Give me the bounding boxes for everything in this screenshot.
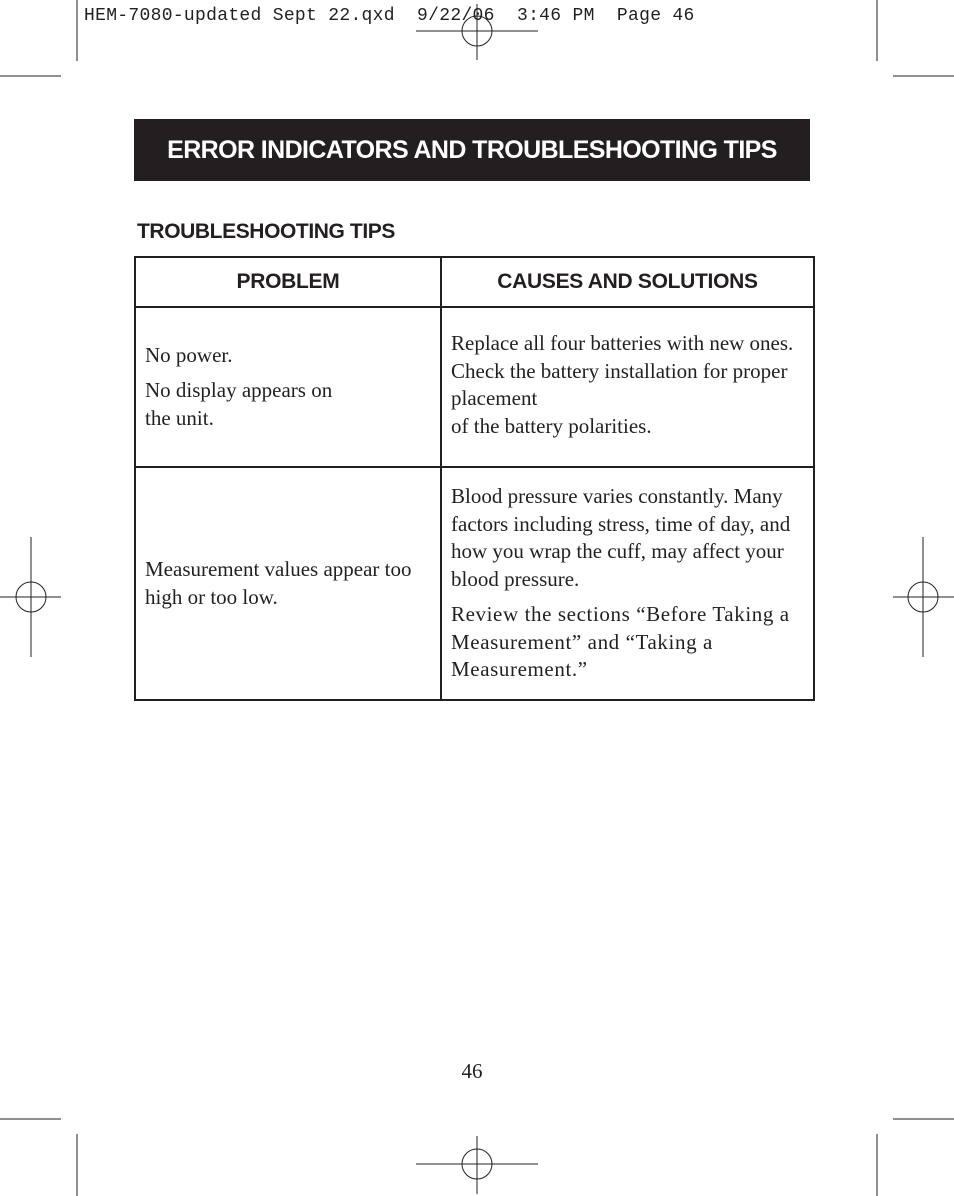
problem-column-header: PROBLEM: [135, 257, 441, 307]
solution-cell: [441, 307, 814, 467]
table-row: [135, 307, 814, 467]
causes-column-header: CAUSES AND SOLUTIONS: [441, 257, 814, 307]
registration-target-bottom: [416, 1136, 538, 1194]
problem-text: Measurement values appear too high or too low.: [145, 557, 412, 609]
solution-text: Blood pressure varies constantly. Many factors including stress, time of day, and how you wrap the cuff, may affect your blood pressure.: [451, 484, 791, 591]
troubleshooting-table: [134, 256, 815, 701]
table-row: [135, 467, 814, 700]
problem-text: [145, 377, 432, 432]
problem-cell: [135, 467, 441, 700]
section-banner: [134, 119, 810, 181]
problem-cell: [135, 307, 441, 467]
section-title: TROUBLESHOOTING TIPS: [137, 220, 396, 243]
registration-target-top: [416, 4, 538, 60]
problem-text-line: No display appears on: [145, 378, 333, 403]
solution-cell: [441, 467, 814, 700]
registration-target-right: [893, 537, 954, 657]
banner-title: ERROR INDICATORS AND TROUBLESHOOTING TIPS: [167, 135, 777, 164]
solution-text: Review the sections “Before Taking a Measurement” and “Taking a Measurement.”: [451, 602, 790, 682]
page-number: 46: [461, 1059, 483, 1083]
problem-text: No power.: [145, 342, 233, 367]
slug-line: HEM-7080-updated Sept 22.qxd 9/22/06 3:46 PM Page 46: [84, 6, 695, 26]
solution-text: Replace all four batteries with new ones. Check the battery installation for proper placement of the battery polarities.: [451, 331, 794, 438]
problem-text-line: the unit.: [145, 405, 214, 430]
registration-target-left: [0, 537, 61, 657]
table-header-row: [135, 257, 814, 307]
